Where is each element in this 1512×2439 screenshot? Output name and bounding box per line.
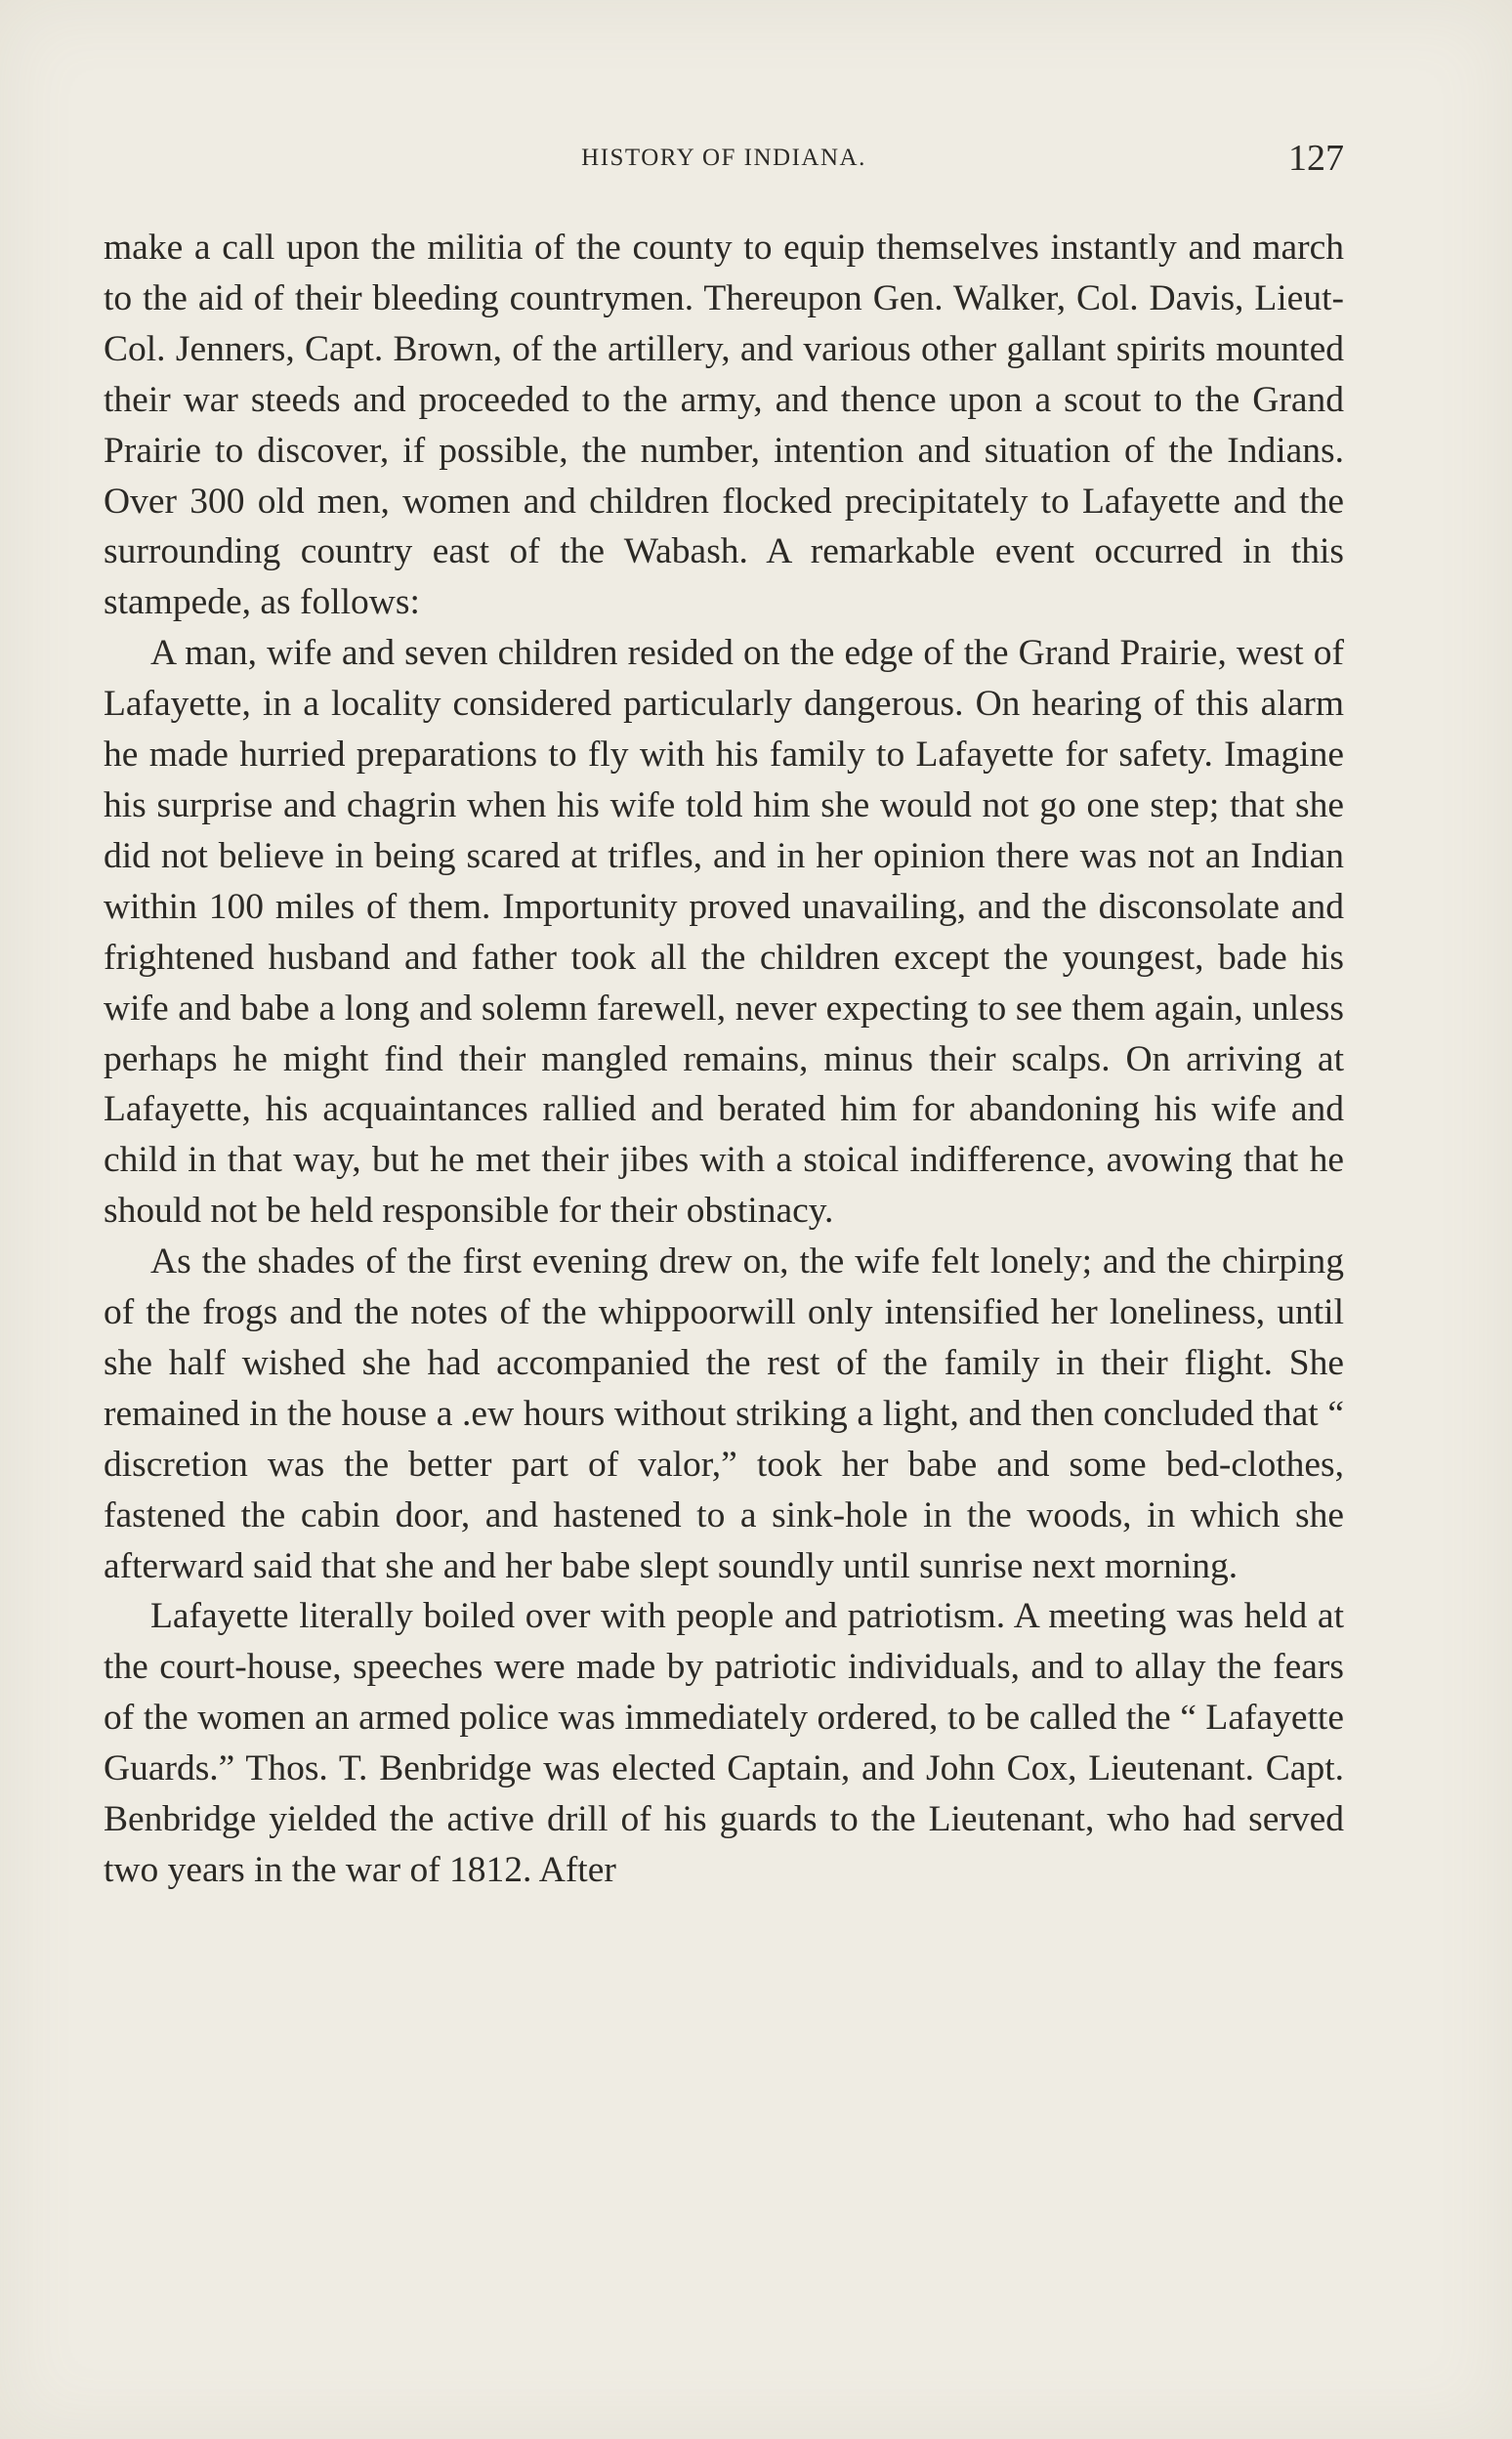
page-number: 127	[1288, 138, 1344, 179]
paragraph: make a call upon the militia of the county to equip themselves instantly and march to the aid of their bleeding countrymen. Thereupon Gen. Walker, Col. Davis, Lieut-Col. Jenners, Capt. Brown, of the artillery, and various other gallant spirits mounted their war steeds and proceeded to the army, and thence upon a scout to the Grand Prairie to discover, if possible, the number, intention and situation of the Indians. Over 300 old men, women and children flocked precipitately to Lafayette and the surrounding country east of the Wabash. A remarkable event occurred in this stampede, as follows:	[104, 228, 1344, 623]
paragraph: Lafayette literally boiled over with people and patriotism. A meeting was held at the court-house, speeches were made by patriotic individuals, and to allay the fears of the women an armed police was immediately ordered, to be called the “ Lafayette Guards.” Thos. T. Benbridge was elected Captain, and John Cox, Lieutenant. Capt. Benbridge yielded the active drill of his guards to the Lieutenant, who had served two years in the war of 1812. After	[104, 1596, 1344, 1890]
paragraph: A man, wife and seven children resided on the edge of the Grand Prairie, west of Lafayette, in a locality considered particularly dangerous. On hearing of this alarm he made hurried preparations to fly with his family to Lafayette for safety. Imagine his surprise and chagrin when his wife told him she would not go one step; that she did not believe in being scared at trifles, and in her opinion there was not an Indian within 100 miles of them. Importunity proved unavailing, and the disconsolate and frightened husband and father took all the children except the youngest, bade his wife and babe a long and solemn farewell, never expecting to see them again, unless perhaps he might find their mangled remains, minus their scalps. On arriving at Lafayette, his acquaintances rallied and berated him for abandoning his wife and child in that way, but he met their jibes with a stoical indifference, avowing that he should not be held responsible for their obstinacy.	[104, 633, 1344, 1232]
paragraph: As the shades of the first evening drew on, the wife felt lonely; and the chirping of the frogs and the notes of the whippoorwill only intensified her loneliness, until she half wished she had accompanied the rest of the family in their flight. She remained in the house a .ew hours without striking a light, and then concluded that “ discretion was the better part of valor,” took her babe and some bed-clothes, fastened the cabin door, and hastened to a sink-hole in the woods, in which she afterward said that she and her babe slept soundly until sunrise next morning.	[104, 1241, 1344, 1586]
running-title: HISTORY OF INDIANA.	[581, 145, 866, 171]
running-head	[104, 137, 1344, 186]
body-text	[104, 223, 1344, 1896]
